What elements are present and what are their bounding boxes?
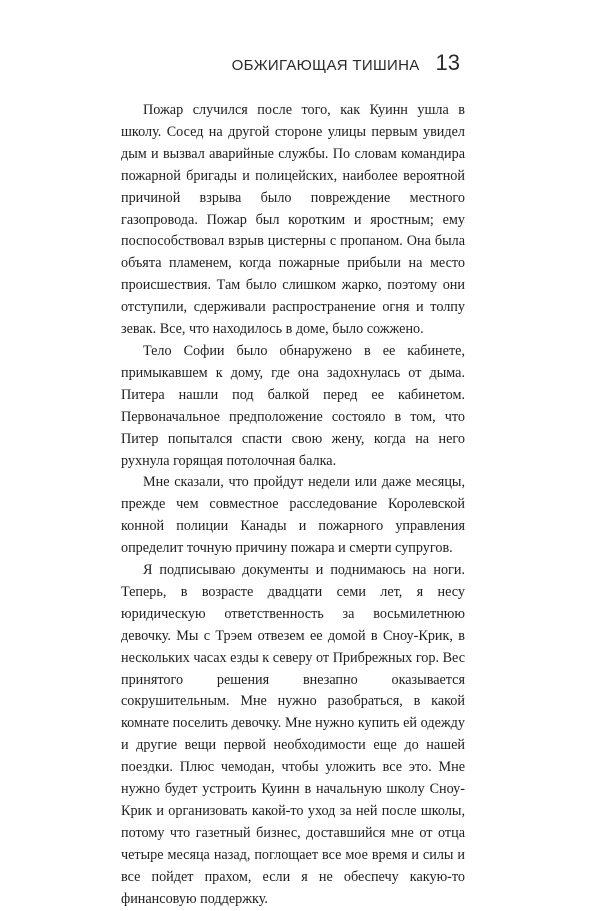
paragraph: Я подписываю документы и поднимаюсь на ноги. Теперь, в возрасте двадцати семи лет, я несу юридическую ответственность за восьмилетнюю девочку. Мы с Трэем отвезем ее домой в Сноу-Крик, в нескольких часах езды к северу от Прибрежных гор. Вес принятого решения внезапно оказывается сокрушительным. Мне нужно разобраться, в какой комнате поселить девочку. Мне нужно купить ей одежду и другие вещи первой необходимости еще до нашей поездки. Плюс чемодан, чтобы уложить все это. Мне нужно будет устроить Куинн в начальную школу Сноу-Крик и организовать какой-то уход за ней после школы, потому что газетный бизнес, доставшийся мне от отца четыре месяца назад, поглощает все мое время и силы и все пойдет прахом, если я не обеспечу какую-то финансовую поддержку. xyxy=(121,562,465,907)
paragraph: Пожар случился после того, как Куинн ушла в школу. Сосед на другой стороне улицы первым увидел дым и вызвал аварийные службы. По словам командира пожарной бригады и полицейских, наиболее вероятной причиной взрыва было повреждение местного газопровода. Пожар был коротким и яростным; ему поспособствовал взрыв цистерны с пропаном. Она была объята пламенем, когда пожарные прибыли на место происшествия. Там было слишком жарко, поэтому они отступили, сдерживали распространение огня и толпу зевак. Все, что находилось в доме, было сожжено. xyxy=(121,102,465,338)
paragraph: Тело Софии было обнаружено в ее кабинете, примыкавшем к дому, где она задохнулась от дыма. Питера нашли под балкой перед ее кабинетом. Первоначальное предположение состояло в том, что Питер попытался спасти свою жену, когда на него рухнула горящая потолочная балка. xyxy=(121,342,465,469)
running-head xyxy=(232,50,460,76)
running-title: ОБЖИГАЮЩАЯ ТИШИНА xyxy=(231,57,420,74)
paragraph: Мне сказали, что пройдут недели или даже месяцы, прежде чем совместное расследование Королевской конной полиции Канады и пожарного управления определит точную причину пожара и смерти супругов. xyxy=(121,474,465,557)
text-body xyxy=(121,100,465,911)
page-number: 13 xyxy=(435,50,460,75)
